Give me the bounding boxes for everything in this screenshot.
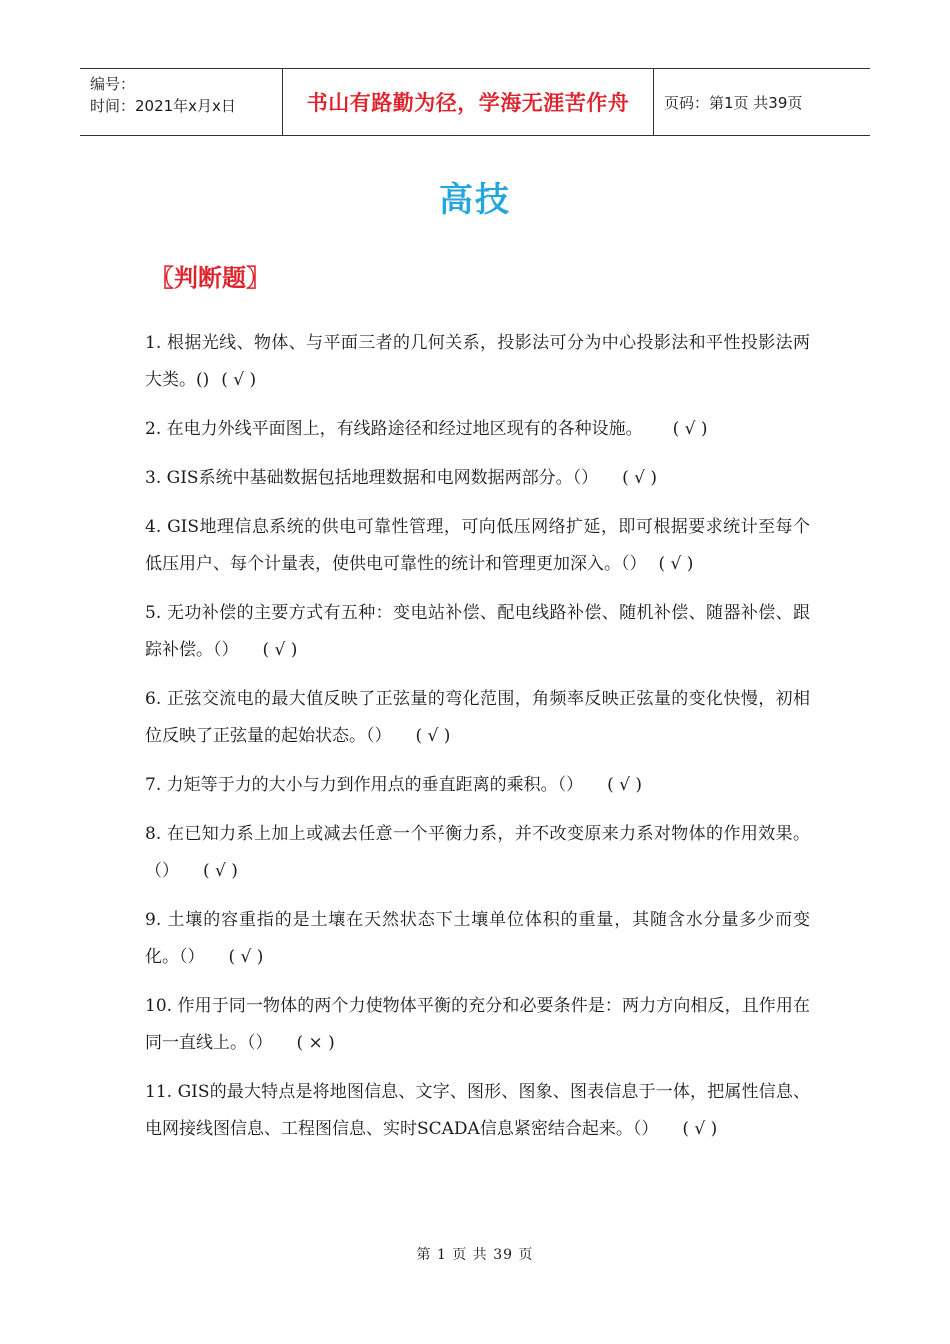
document-header: [80, 68, 870, 136]
section-title: 〖判断题〗: [150, 263, 270, 292]
header-page-info: 页码：第1页 共39页: [664, 93, 803, 112]
question-text: 2. 在电力外线平面图上，有线路途径和经过地区现有的各种设施。: [145, 419, 643, 439]
question-item: [145, 902, 810, 976]
question-answer: ( √ ): [221, 370, 257, 390]
question-text: 1. 根据光线、物体、与平面三者的几何关系，投影法可分为中心投影法和平性投影法两大类。(): [145, 333, 810, 390]
question-answer: ( √ ): [607, 775, 643, 795]
question-answer: ( √ ): [682, 1119, 718, 1139]
page-footer: 第 1 页 共 39 页: [416, 1247, 534, 1263]
question-answer: ( √ ): [228, 947, 264, 967]
question-text: 11. GIS的最大特点是将地图信息、文字、图形、图象、图表信息于一体，把属性信息、电网接线图信息、工程图信息、实时SCADA信息紧密结合起来。（）: [145, 1082, 810, 1139]
question-item: [145, 681, 810, 755]
header-meta: [80, 69, 282, 135]
question-answer: ( √ ): [622, 468, 657, 488]
question-item: [145, 595, 810, 669]
question-answer: ( √ ): [203, 861, 238, 881]
question-item: [145, 816, 810, 890]
question-item: [145, 1074, 810, 1148]
question-text: 4. GIS地理信息系统的供电可靠性管理，可向低压网络扩延，即可根据要求统计至每个低压用户、每个计量表，使供电可靠性的统计和管理更加深入。（）: [145, 517, 810, 574]
time-label: 时间：2021年x月x日: [90, 97, 236, 115]
question-item: [145, 411, 810, 448]
question-text: 9. 土壤的容重指的是土壤在天然状态下土壤单位体积的重量，其随含水分量多少而变化。（）: [145, 910, 810, 967]
question-list: [145, 325, 810, 1160]
question-answer: ( √ ): [262, 640, 298, 660]
question-answer: ( × ): [296, 1033, 335, 1053]
document-title: 高技: [439, 180, 511, 220]
header-motto: 书山有路勤为径，学海无涯苦作舟: [282, 69, 654, 135]
number-label: 编号：: [90, 75, 136, 93]
question-text: 3. GIS系统中基础数据包括地理数据和电网数据两部分。（）: [145, 468, 599, 488]
question-answer: ( √ ): [415, 726, 451, 746]
question-item: [145, 460, 810, 497]
question-text: 8. 在已知力系上加上或减去任意一个平衡力系，并不改变原来力系对物体的作用效果。（）: [145, 824, 810, 881]
question-answer: ( √ ): [658, 554, 694, 574]
question-text: 10. 作用于同一物体的两个力使物体平衡的充分和必要条件是：两力方向相反，且作用在同一直线上。（）: [145, 996, 810, 1053]
question-item: [145, 325, 810, 399]
question-answer: ( √ ): [672, 419, 708, 439]
question-text: 5. 无功补偿的主要方式有五种：变电站补偿、配电线路补偿、随机补偿、随器补偿、跟踪补偿。（）: [145, 603, 810, 660]
question-text: 7. 力矩等于力的大小与力到作用点的垂直距离的乘积。（）: [145, 775, 584, 795]
question-item: [145, 509, 810, 583]
question-text: 6. 正弦交流电的最大值反映了正弦量的弯化范围，角频率反映正弦量的变化快慢，初相位反映了正弦量的起始状态。（）: [145, 689, 810, 746]
question-item: [145, 767, 810, 804]
question-item: [145, 988, 810, 1062]
